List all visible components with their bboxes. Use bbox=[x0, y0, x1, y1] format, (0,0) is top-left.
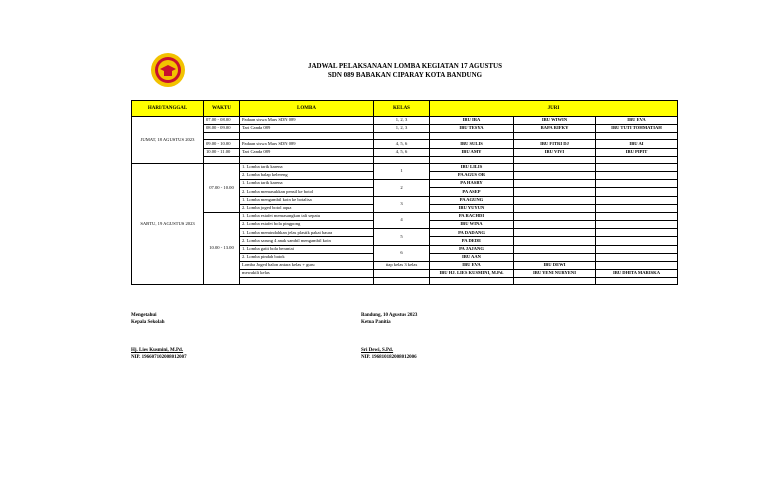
lomba-cell: 1. Lomba memindahkan jelas plastik pakai baura bbox=[240, 229, 374, 237]
kelas-cell: 4, 5, 6 bbox=[374, 140, 430, 148]
lomba-cell: Padaan siswa Mars SDN 089 bbox=[240, 140, 374, 148]
document-title bbox=[260, 62, 550, 80]
kelas-cell: 3 bbox=[374, 196, 430, 212]
table-row bbox=[132, 148, 678, 156]
lomba-cell: Lomba Joged balon antara kelas + guru bbox=[240, 262, 374, 270]
juri-cell: PA DADANG bbox=[430, 229, 514, 237]
time-cell: 08.00 - 09.00 bbox=[204, 125, 240, 133]
juri-cell: IBU DHITA MARISKA bbox=[596, 270, 678, 278]
header-kelas: KELAS bbox=[374, 101, 430, 117]
juri-cell: IBU DEWI bbox=[514, 262, 596, 270]
juri-cell: PA RACHDI bbox=[430, 212, 514, 220]
kelas-cell: 4 bbox=[374, 212, 430, 228]
juri-cell: PA HASBY bbox=[430, 180, 514, 188]
juri-cell: IBU WIWIN bbox=[514, 117, 596, 125]
spacer-row bbox=[132, 133, 678, 140]
table-row bbox=[132, 163, 678, 171]
header-lomba: LOMBA bbox=[240, 101, 374, 117]
lomba-cell: 2. Lomba pindah batok bbox=[240, 253, 374, 261]
juri-cell: IBU SULIS bbox=[430, 140, 514, 148]
lomba-cell: Tari Canda 089 bbox=[240, 148, 374, 156]
sig-left-label1: Mengetahui bbox=[131, 313, 157, 318]
time-cell: 10.00 - 13.00 bbox=[204, 212, 240, 285]
school-logo bbox=[150, 52, 186, 88]
kelas-cell: 2 bbox=[374, 180, 430, 196]
sig-right-nip: NIP. 196810182008012006 bbox=[361, 355, 417, 360]
title-line-2: SDN 089 BABAKAN CIPARAY KOTA BANDUNG bbox=[327, 71, 483, 79]
time-cell: 09.00 - 10.00 bbox=[204, 140, 240, 148]
time-cell: 07.00 - 10.00 bbox=[204, 163, 240, 212]
kelas-cell: 1 bbox=[374, 163, 430, 179]
juri-cell: PA ASEP bbox=[430, 188, 514, 196]
time-cell: 10.00 - 11.00 bbox=[204, 148, 240, 156]
sig-left-name: Hj. Lies Kusmini, M.Pd. bbox=[131, 348, 184, 353]
lomba-cell: 1. Lomba tarik karena bbox=[240, 163, 374, 171]
lomba-cell: 1. Lomba estafet memasangkan tali sepatu bbox=[240, 212, 374, 220]
juri-cell: IBU AI bbox=[596, 140, 678, 148]
schedule-table bbox=[131, 100, 678, 285]
juri-cell: IBU AMY bbox=[430, 148, 514, 156]
kelas-cell: tiap kelas 3 kelas bbox=[374, 262, 430, 270]
signature-right-name-block bbox=[361, 347, 417, 361]
lomba-cell: Padaan siswa Mars SDN 089 bbox=[240, 117, 374, 125]
sig-left-label2: Kepala Sekolah bbox=[131, 320, 165, 325]
juri-cell: PA AGUS OR bbox=[430, 171, 514, 179]
juri-cell: IBU LILIS bbox=[430, 163, 514, 171]
juri-cell: IBU EVA bbox=[430, 262, 514, 270]
sig-right-name: Sri Dewi, S.Pd. bbox=[361, 348, 394, 353]
juri-cell: IBU WINA bbox=[430, 221, 514, 229]
juri-cell: IBU TUTI TOHMATIAH bbox=[596, 125, 678, 133]
lomba-cell: 2. Lomba sarung 4 anak sambil mengambil koin bbox=[240, 237, 374, 245]
lomba-cell: 1. Lomba gatit bola berantai bbox=[240, 245, 374, 253]
juri-cell: BAPA RIFKY bbox=[514, 125, 596, 133]
kelas-cell: 1, 2, 3 bbox=[374, 117, 430, 125]
juri-cell: PA AGUNG bbox=[430, 196, 514, 204]
juri-cell: IBU FITRI DJ bbox=[514, 140, 596, 148]
juri-cell: IBU PIPIT bbox=[596, 148, 678, 156]
table-row bbox=[132, 117, 678, 125]
sig-right-label2: Ketua Panitia bbox=[361, 320, 391, 325]
juri-cell: IBU YUYUN bbox=[430, 204, 514, 212]
day-saturday: SABTU, 19 AGUSTUS 2023 bbox=[132, 163, 204, 285]
table-row bbox=[132, 212, 678, 220]
lomba-cell: Tari Canda 089 bbox=[240, 125, 374, 133]
day-friday: JUMAT, 18 AGUSTUS 2023 bbox=[132, 117, 204, 164]
kelas-cell: 5 bbox=[374, 229, 430, 245]
kelas-cell: 4, 5, 6 bbox=[374, 148, 430, 156]
sig-left-nip: NIP. 196607102008012007 bbox=[131, 355, 187, 360]
header-time: WAKTU bbox=[204, 101, 240, 117]
lomba-cell: 1. Lomba tarik karena bbox=[240, 180, 374, 188]
time-cell: 07.00 - 08.00 bbox=[204, 117, 240, 125]
header-row bbox=[132, 101, 678, 117]
juri-cell: IBU AAN bbox=[430, 253, 514, 261]
juri-cell: IBU EVA bbox=[596, 117, 678, 125]
header-day: HARI/TANGGAL bbox=[132, 101, 204, 117]
juri-cell: IBU YENI NURYENI bbox=[514, 270, 596, 278]
lomba-cell: 1. Lomba mengambil koin ke botalisa bbox=[240, 196, 374, 204]
signature-left bbox=[131, 312, 164, 326]
juri-cell: IBU HJ. LIES KUSMINI, M.Pd. bbox=[430, 270, 514, 278]
juri-cell: PA JAJANG bbox=[430, 245, 514, 253]
signature-right bbox=[361, 312, 417, 326]
kelas-cell: 1, 2, 3 bbox=[374, 125, 430, 133]
title-line-1: JADWAL PELAKSANAAN LOMBA KEGIATAN 17 AGUSTUS bbox=[307, 62, 503, 70]
lomba-cell: 2. Lomba balap kelereng bbox=[240, 171, 374, 179]
header-juri: JURI bbox=[430, 101, 678, 117]
lomba-cell: 2. Lomba memasukkan pensil ke botol bbox=[240, 188, 374, 196]
table-row bbox=[132, 125, 678, 133]
sig-right-label1: Bandung, 10 Agustus 2023 bbox=[361, 313, 418, 318]
spacer-row bbox=[132, 156, 678, 163]
juri-cell: IBU VIVI bbox=[514, 148, 596, 156]
juri-cell: IBU TESYA bbox=[430, 125, 514, 133]
signature-left-name-block bbox=[131, 347, 187, 361]
lomba-cell: mewakili kelas bbox=[240, 270, 374, 278]
juri-cell: PA DEDE bbox=[430, 237, 514, 245]
table-row bbox=[132, 140, 678, 148]
lomba-cell: 2. Lomba joged botol aqua bbox=[240, 204, 374, 212]
kelas-cell: 6 bbox=[374, 245, 430, 261]
lomba-cell: 2. Lomba estafet bola pingpong bbox=[240, 221, 374, 229]
juri-cell: IBU IRA bbox=[430, 117, 514, 125]
